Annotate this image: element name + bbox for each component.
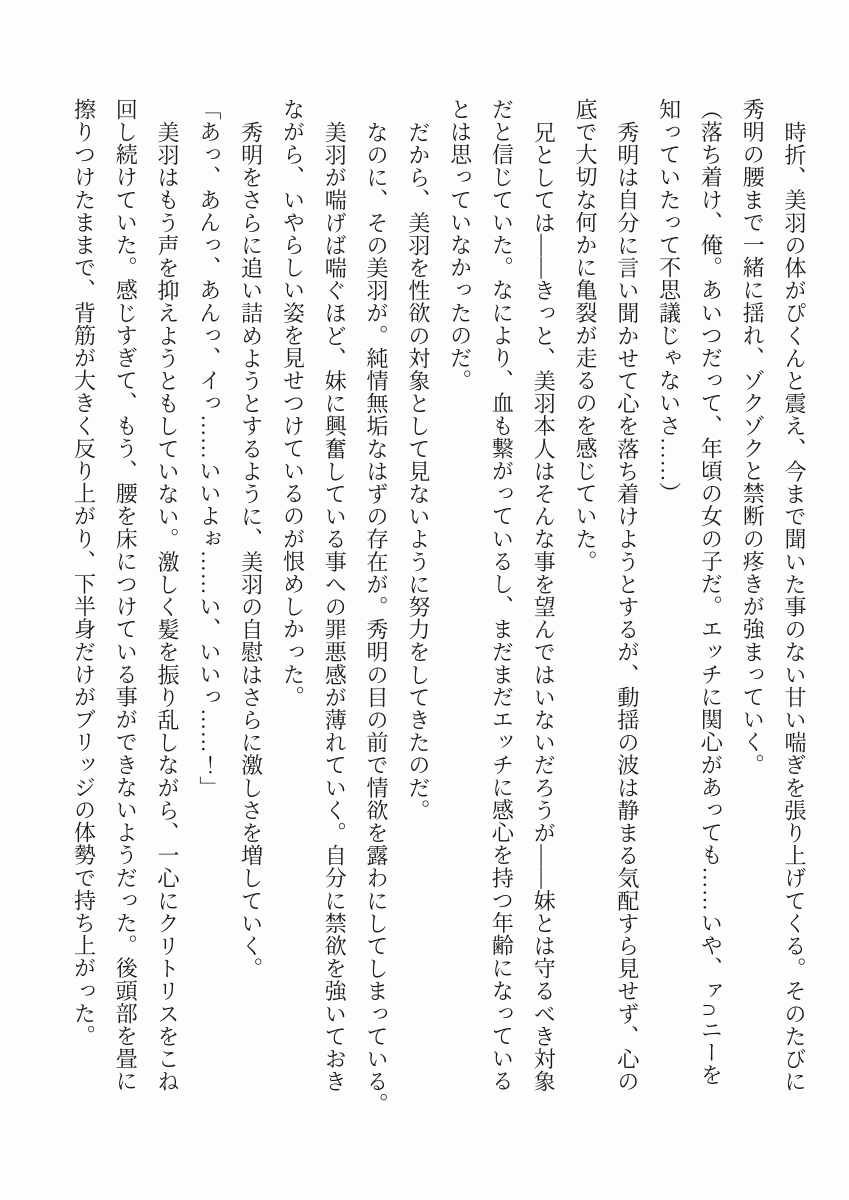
text-line: 兄としては――きっと、美羽本人はそんな事を望んではいないだろうが――妹とは守るべき対象 <box>531 120 557 1093</box>
text-line: なのに、その美羽が。純情無垢なはずの存在が。秀明の目の前で情欲を露わにしてしまっている。 <box>364 120 390 1115</box>
text-line: ながら、いやらしい姿を見せつけているのが恨めしかった。 <box>280 98 306 709</box>
text-line: 回し続けていた。感じすぎて、もう、腰を床につけている事ができないようだった。後頭部を畳に <box>113 98 139 1093</box>
text-line: 底で大切な何かに亀裂が走るのを感じていた。 <box>573 98 599 573</box>
text-line: 知っていたって不思議じゃないさ……） <box>656 98 682 505</box>
text-line: だから、美羽を性欲の対象として見ないように努力をしてきたのだ。 <box>405 120 431 822</box>
text-line: 秀明は自分に言い聞かせて心を落ち着けようとするが、動揺の波は静まる気配すら見せず、心の <box>614 120 640 1093</box>
text-line: 「あっ、あんっ、あんっ、イっ……いいよぉ……い、いいっ……！」 <box>196 98 222 799</box>
text-line: 美羽はもう声を抑えようともしていない。激しく髪を振り乱しながら、一心にクリトリスをこね <box>155 120 181 1093</box>
text-line: 時折、美羽の体がぴくんと震え、今まで聞いた事のない甘い喘ぎを張り上げてくる。そのたびに <box>782 120 807 1093</box>
text-line: 秀明をさらに追い詰めようとするように、美羽の自慰はさらに激しさを増していく。 <box>238 120 264 980</box>
text-line: だと信じていた。なにより、血も繋がっているし、まだまだエッチに感心を持つ年齢になっている <box>489 98 515 1093</box>
vertical-text-block <box>63 98 815 1115</box>
text-line: 美羽が喘げば喘ぐほど、妹に興奮している事への罪悪感が薄れていく。自分に禁欲を強いておき <box>322 120 348 1093</box>
text-line: とは思っていなかったのだ。 <box>447 98 473 392</box>
text-line: 秀明の腰まで一緒に揺れ、ゾクゾクと禁断の疼きが強まっていく。 <box>740 98 766 776</box>
text-line: （落ち着け、俺。あいつだって、年頃の女の子だ。エッチに関心があっても……いや、ァ∩ニーを <box>698 98 724 1087</box>
text-line: 擦りつけたままで、背筋が大きく反り上がり、下半身だけがブリッジの体勢で持ち上がった。 <box>71 98 97 1048</box>
